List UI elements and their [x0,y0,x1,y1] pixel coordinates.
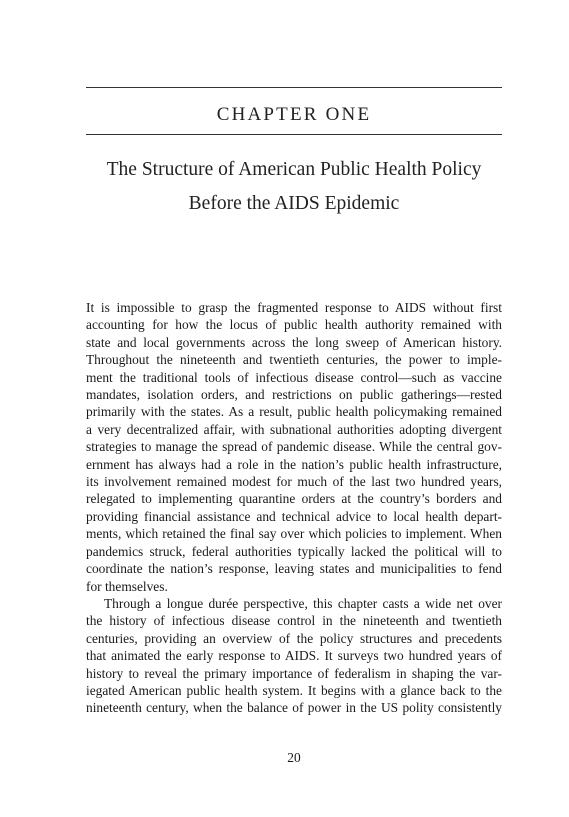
top-rule [86,87,502,88]
text-line: pandemics struck, federal authorities typically lacked the political will to [86,543,502,559]
bottom-rule [86,134,502,135]
text-line: mandates, isolation orders, and restrictions on public gatherings—rested [86,387,502,403]
text-line: Throughout the nineteenth and twentieth centuries, the power to imple- [86,352,502,368]
chapter-title-line-1: The Structure of American Public Health Policy [106,159,482,180]
text-line: ment the traditional tools of infectious disease control—such as vaccine [86,369,502,385]
text-line: for themselves. [86,578,168,594]
text-line: iegated American public health system. It begins with a glance back to the [86,682,502,698]
chapter-title-line-2: Before the AIDS Epidemic [188,193,400,214]
text-line: strategies to manage the spread of pandemic disease. While the central gov- [86,439,502,455]
text-line: a very decentralized affair, with subnational authorities adopting divergent [86,421,502,437]
text-line: primarily with the states. As a result, public health policymaking remained [86,404,502,420]
text-line: its involvement remained modest for much of the last two hundred years, [86,474,502,490]
text-line: state and local governments across the long sweep of American history. [86,334,502,350]
text-line: It is impossible to grasp the fragmented response to AIDS without first [86,300,502,315]
text-line: relegated to implementing quarantine orders at the country’s borders and [86,491,502,507]
body-text [86,299,502,717]
text-line: centuries, providing an overview of the policy structures and precedents [86,630,502,646]
text-line: accounting for how the locus of public health authority remained with [86,317,502,333]
text-line: ments, which retained the final say over which policies to implement. When [86,526,502,542]
text-line: history to reveal the primary importance of federalism in shaping the var- [86,665,502,681]
text-line: Through a longue durée perspective, this chapter casts a wide net over [104,595,502,611]
text-line: coordinate the nation’s response, leaving states and municipalities to fend [86,561,502,577]
paragraph-2 [86,595,502,717]
paragraph-1 [86,299,502,595]
text-line: the history of infectious disease control in the nineteenth and twentieth [86,613,502,629]
chapter-title [60,153,528,221]
text-line: that animated the early response to AIDS. It surveys two hundred years of [86,648,502,664]
chapter-label: CHAPTER ONE [216,104,372,125]
text-line: nineteenth century, when the balance of power in the US polity consistently [86,700,502,716]
page-number: 20 [287,750,301,765]
text-line: ernment has always had a role in the nation’s public health infrastructure, [86,456,502,472]
text-line: providing financial assistance and technical advice to local health depart- [86,508,502,524]
